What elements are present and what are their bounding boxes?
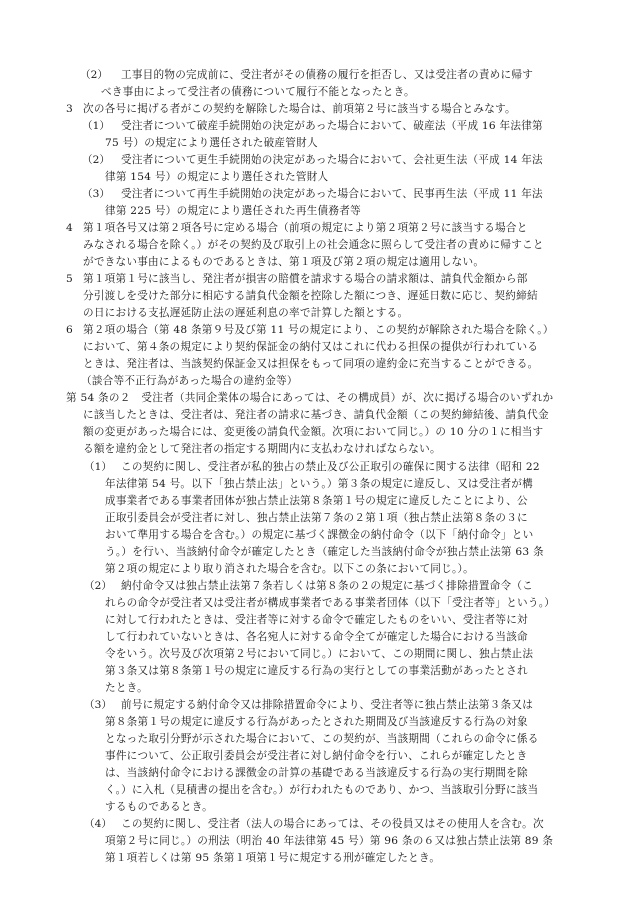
text-line: る額を違約金として発注者の指定する期間内に支払わなければならない。 <box>83 443 441 455</box>
text-line: この契約に関し、受注者（法人の場合にあっては、その役員又はその使用人を含む。次 <box>121 818 544 830</box>
text-line: おいて準用する場合を含む。）の規定に基づく課徴金の納付命令（以下「納付命令」とい <box>105 529 534 541</box>
text-line: く。）に入札（見積書の提出を含む。）が行われたものであり、かつ、当該取引分野に該当 <box>105 784 539 796</box>
text-line: ときは、発注者は、当該契約保証金又は担保をもって同項の違約金に充当することができる。 <box>83 358 539 370</box>
text-line: みなされる場合を除く。）がその契約及び取引上の社会通念に照らして受注者の責めに帰すこと <box>83 239 544 251</box>
text-line: に該当したときは、受注者は、発注者の請求に基づき、請負代金額（この契約締結後、請負代金 <box>83 409 549 421</box>
text-line: は、当該納付命令における課徴金の計算の基礎である当該違反する行為の実行期間を除 <box>105 767 528 779</box>
text-line: 受注者について再生手続開始の決定があった場合において、民事再生法（平成 11 年法 <box>121 188 543 200</box>
text-line: 第１項若しくは第 95 条第１項第１号に規定する刑が確定したとき。 <box>105 852 441 864</box>
text-line: 75 号）の規定により選任された破産管財人 <box>105 137 318 149</box>
text-line: 第８条第１号の規定に違反する行為があったとされた期間及び当該違反する行為の対象 <box>105 716 528 728</box>
text-line: 額の変更があった場合には、変更後の請負代金額。次項において同じ。）の 10 分の１に相当す <box>83 426 544 438</box>
text-line: 前号に規定する納付命令又は排除措置命令により、受注者等に独占禁止法第３条又は <box>121 699 534 711</box>
section-number: 5 <box>66 273 73 285</box>
section-number: 6 <box>66 324 73 336</box>
text-line: べき事由によって受注者の債務について履行不能となったとき。 <box>101 86 415 98</box>
text-line: れらの命令が受注者又は受注者が構成事業者である事業者団体（以下「受注者等」という。） <box>105 597 556 609</box>
text-line: この契約に関し、受注者が私的独占の禁止及び公正取引の確保に関する法律（昭和 22 <box>121 461 540 473</box>
item-number: （3） <box>84 699 112 711</box>
section-number: 4 <box>66 222 73 234</box>
section-heading: （談合等不正行為があった場合の違約金等） <box>81 375 298 387</box>
text-line: 第１項各号又は第２項各号に定める場合（前項の規定により第２項第２号に該当する場合と <box>83 222 528 234</box>
text-line: 受注者について破産手続開始の決定があった場合において、破産法（平成 16 年法律第 <box>121 120 543 132</box>
text-line: 令をいう。次号及び次項第２号において同じ。）において、この期間に関し、独占禁止法 <box>105 648 534 660</box>
text-line: 律第 154 号）の規定により選任された管財人 <box>105 171 329 183</box>
text-line: 正取引委員会が受注者に対し、独占禁止法第７条の２第１項（独占禁止法第８条の３に <box>105 512 528 524</box>
item-number: （2） <box>80 69 108 81</box>
text-line: 第１項第１号に該当し、発注者が損害の賠償を請求する場合の請求額は、請負代金額から部 <box>83 273 528 285</box>
text-line: の日における支払遅延防止法の遅延利息の率で計算した額とする。 <box>83 307 409 319</box>
text-line: 受注者について更生手続開始の決定があった場合において、会社更生法（平成 14 年法 <box>121 154 543 166</box>
text-line: 次の各号に掲げる者がこの契約を解除した場合は、前項第２号に該当する場合とみなす。 <box>83 103 516 115</box>
item-number: （2） <box>82 154 110 166</box>
text-line: 第２項の規定により取り消された場合を含む。以下この条において同じ。）。 <box>105 563 474 575</box>
item-number: （2） <box>84 580 112 592</box>
item-number: （3） <box>82 188 110 200</box>
text-line: 事件について、公正取引委員会が受注者に対し納付命令を行い、これらが確定したとき <box>105 750 528 762</box>
text-line: 項第２号に同じ。）の刑法（明治 40 年法律第 45 号）第 96 条の６又は独占禁止法第 89 条 <box>105 835 554 847</box>
text-line: において、第４条の規定により契約保証金の納付又はこれに代わる担保の提供が行われている <box>83 341 539 353</box>
text-line: たとき。 <box>105 682 148 694</box>
text-line: 第２項の場合（第 48 条第９号及び第 11 号の規定により、この契約が解除された場合を除く。） <box>83 324 554 336</box>
text-line: に対して行われたときは、受注者等に対する命令で確定したものをいい、受注者等に対 <box>105 614 528 626</box>
text-line: 納付命令又は独占禁止法第７条若しくは第８条の２の規定に基づく排除措置命令（こ <box>121 580 534 592</box>
item-number: （1） <box>82 120 110 132</box>
text-line: となった取引分野が示された場合において、この契約が、当該期間（これらの命令に係る <box>105 733 539 745</box>
text-line: 分引渡しを受けた部分に相応する請負代金額を控除した額につき、遅延日数に応じ、契約締結 <box>83 290 538 302</box>
text-line: 工事目的物の完成前に、受注者がその債務の履行を拒否し、又は受注者の責めに帰す <box>121 69 534 81</box>
text-line: 第３条又は第８条第１号の規定に違反する行為の実行としての事業活動があったとされ <box>105 665 528 677</box>
item-number: （4） <box>84 818 112 830</box>
text-line: 律第 225 号）の規定により選任された再生債務者等 <box>105 205 361 217</box>
text-line: う。）を行い、当該納付命令が確定したとき（確定した当該納付命令が独占禁止法第 63 条 <box>105 546 544 558</box>
text-line: 年法律第 54 号。以下「独占禁止法」という。）第３条の規定に違反し、又は受注者が構 <box>105 478 533 490</box>
text-line: して行われていないときは、各名宛人に対する命令全てが確定した場合における当該命 <box>105 631 528 643</box>
text-line: するものであるとき。 <box>105 801 214 813</box>
text-line: ができない事由によるものであるときは、第１項及び第２項の規定は適用しない。 <box>83 256 485 268</box>
item-number: （1） <box>84 461 112 473</box>
article-line: 第 54 条の２ 受注者（共同企業体の場合にあっては、その構成員）が、次に掲げる場合のいずれか <box>66 392 554 404</box>
section-number: 3 <box>66 103 73 115</box>
text-line: 成事業者である事業者団体が独占禁止法第８条第１号の規定に違反したことにより、公 <box>105 495 528 507</box>
